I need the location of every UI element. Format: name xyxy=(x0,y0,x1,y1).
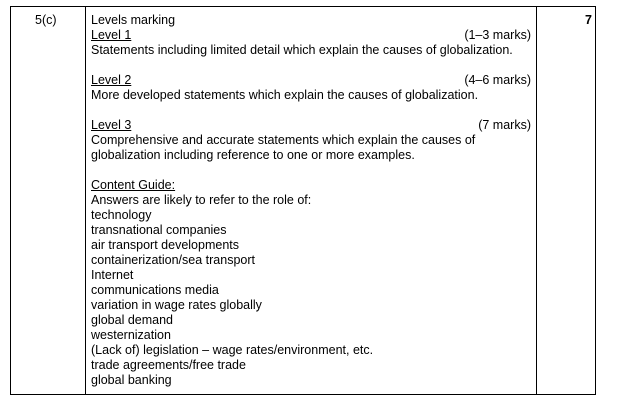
column-divider-marks xyxy=(536,6,537,395)
list-item: communications media xyxy=(91,283,219,297)
list-item: westernization xyxy=(91,328,171,342)
list-item: global banking xyxy=(91,373,172,387)
content-guide-title: Content Guide: xyxy=(91,178,176,192)
level-3-marks: (7 marks) xyxy=(478,118,531,132)
spacer xyxy=(91,103,531,118)
level-3-descriptor-line-1: Comprehensive and accurate statements which explain the causes of xyxy=(91,133,476,147)
table-top-border xyxy=(10,6,596,7)
list-item: technology xyxy=(91,208,152,222)
list-item: variation in wage rates globally xyxy=(91,298,262,312)
answer-content xyxy=(91,13,531,388)
spacer xyxy=(91,58,531,73)
table-right-border xyxy=(595,6,596,395)
spacer xyxy=(91,163,531,178)
question-number: 5(c) xyxy=(35,13,57,27)
total-marks: 7 xyxy=(585,13,592,27)
list-item: air transport developments xyxy=(91,238,239,252)
table-left-border xyxy=(10,6,11,395)
level-2-descriptor: More developed statements which explain the causes of globalization. xyxy=(91,88,479,102)
column-divider-question xyxy=(85,6,86,395)
list-item: containerization/sea transport xyxy=(91,253,255,267)
level-2-header xyxy=(91,73,531,88)
level-3-label: Level 3 xyxy=(91,118,132,132)
list-item: global demand xyxy=(91,313,174,327)
list-item: (Lack of) legislation – wage rates/environment, etc. xyxy=(91,343,374,357)
level-1-marks: (1–3 marks) xyxy=(464,28,531,42)
level-1-header xyxy=(91,28,531,43)
level-3-header xyxy=(91,118,531,133)
level-2-label: Level 2 xyxy=(91,73,132,87)
table-bottom-border xyxy=(10,394,596,395)
content-guide-intro: Answers are likely to refer to the role of: xyxy=(91,193,312,207)
level-1-descriptor: Statements including limited detail which explain the causes of globalization. xyxy=(91,43,513,57)
list-item: trade agreements/free trade xyxy=(91,358,246,372)
list-item: transnational companies xyxy=(91,223,227,237)
level-2-marks: (4–6 marks) xyxy=(464,73,531,87)
content-guide-list xyxy=(91,208,531,388)
level-3-descriptor-line-2: globalization including reference to one or more examples. xyxy=(91,148,415,162)
levels-heading: Levels marking xyxy=(91,13,176,27)
level-1-label: Level 1 xyxy=(91,28,132,42)
list-item: Internet xyxy=(91,268,134,282)
